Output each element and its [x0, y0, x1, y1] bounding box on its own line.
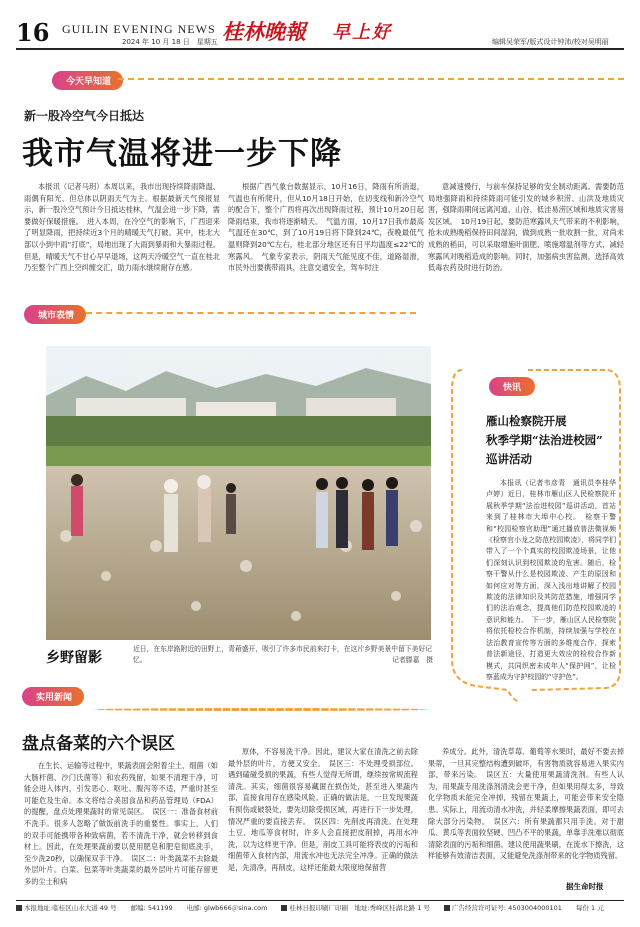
- article-headline: 我市气温将进一步下降: [22, 136, 342, 172]
- footer-postcode: 邮编: 541199: [130, 903, 173, 912]
- column-text: 意减速慢行，与前车保持足够的安全制动距离。需要防范局地强降雨和持续降雨可能引发的城乡积涝、山洪及地质灾害，强降雨期间远离河道、山谷、低洼易涝区域和地质灾害易发区域。 10月19日起，要防范寒露风天气带来的不利影响，抢未成熟晚稻保持田间湿润，做到成熟一批收割一批，对尚未成熟的稻田，可以采取增施叶面肥、喷施增温剂等方式，减轻寒露风对晚稻造成的影响。同时，加强病虫害监测，选择高效低毒农药及时进行防治。: [428, 182, 624, 273]
- caption-text: 近日，在东岸路附近的田野上，青葙盛开，吸引了许多市民前来打卡，在这片乡野美景中留下美好记忆。: [133, 645, 433, 664]
- article3-credit: 据生命时报: [566, 882, 604, 891]
- article3-column-3: [428, 746, 624, 882]
- article-column-1: [24, 181, 220, 297]
- footer-printer: [281, 903, 429, 912]
- section-divider: [86, 312, 416, 314]
- section-tag-useful: 实用新闻: [22, 687, 84, 706]
- footer-printer-text: 桂林日报印刷厂印刷 地址:秀峰区桂湖北路 1 号: [289, 903, 430, 912]
- footer-bar: [16, 900, 624, 913]
- photo-title: 乡野留影: [46, 650, 102, 666]
- headline-line: 雁山检察院开展: [486, 414, 567, 428]
- sidebar-headline: [486, 412, 618, 469]
- field-photo: [46, 346, 431, 640]
- section-tag-city: 城市表情: [24, 305, 86, 324]
- square-icon: [16, 905, 22, 911]
- footer-license-text: 广告经营许可证号: 4503004000101: [451, 903, 562, 912]
- article3-column-1: [24, 760, 218, 895]
- page-number: 16: [16, 18, 50, 47]
- column-text: 根据广西气象台数据显示，10月16日，降雨有所消退，气温也有所爬升，但从10月18日开始，在切变线和新冷空气的配合下，整个广西将再次出现降雨过程，预计10月20日起降雨结束，我市将逐渐晴天。 气温方面，10月17日我市最高气温还在30℃，到了10月19日将下降到24℃，夜晚最低气温则降到20℃左右，桂北部分地区还有日平均温度≤22℃的寒露风。 气象专家表示，阴雨天气能见度不佳，道路湿滑，市民外出要携带雨具，注意交通安全，驾车时注: [228, 182, 424, 273]
- issue-date: 2024 年 10 月 18 日 星期五: [122, 38, 218, 46]
- section-divider: [92, 708, 428, 711]
- masthead-rule: [16, 48, 624, 50]
- footer-license: [444, 903, 562, 912]
- photo-caption: [133, 644, 433, 666]
- headline-line: 秋季学期“法治进校园”: [486, 433, 603, 447]
- square-icon: [444, 905, 450, 911]
- sidebar-tag: 快讯: [489, 377, 535, 396]
- editor-credits: 编辑吴荣军/版式设计钟沛/校对吴明丽: [492, 38, 609, 46]
- section-tag-today: 今天早知道: [52, 71, 123, 90]
- photo-credit: 记者滕嘉 摄: [392, 656, 433, 664]
- footer-address: [16, 903, 117, 912]
- column-text: 本报讯（记者韦彦青 通讯员李桂华 卢婷）近日，桂林市雁山区人民检察院开展秋季学期“法治进校园”巡讲活动，首站来到了桂林市大埠中心校。 检察干警和“校园检察官助理”通过播放普法微视频《检察官小龙之防范校园欺凌》，将同学们带入了一个个真实的校园欺凌场景，让他们深刻认识到校园欺凌的危害。随后，检察干警从什么是校园欺凌、产生的原因和如何应对等方面，深入浅出地讲解了校园欺凌的法律知识及其防范措施，增强同学们的法治观念，提高他们防范校园欺凌的意识和能力。 下一步，雁山区人民检察院将依托检校合作机制，持续加强与学校在法治教育宣传等方面的多维度合作，探索普法新途径，打造更大效应的检校合作新模式，共同织密未成年人“保护网”，让检察蓝成为守护校园的“守护色”。: [486, 479, 623, 681]
- article-headline-3: 盘点备菜的六个误区: [22, 734, 175, 754]
- footer-address-text: 本报地址:临桂区山水大道 49 号: [24, 903, 117, 912]
- column-text: 原体，不容易洗干净。因此，建议大家在清洗之前去除最外层的叶片，方便又安全。 误区三：不处理受损部位。遇到磕碰受损的果蔬，有些人觉得无所谓，继续按常规流程清洗。其实，细菌很容易藏匿在损伤处，甚至进入果蔬内部，直接食用存在感染风险。正确的做法是，一旦发现果蔬有损伤或破裂处，要先切除受损区域，再进行下一步处理，情况严重的要直接丢弃。 误区四：先削皮再清洗。在处理土豆、地瓜等食材时，许多人会直接把皮削掉，再用水冲洗，以为这样更干净。但是，削皮工具可能将表皮的污垢和细菌带入食材内部，用流水冲也无法完全冲净。正确的做法是，先清净，再削皮，这样还能最大限度地保留营: [228, 747, 418, 872]
- square-icon: [281, 905, 287, 911]
- footer-price: 每份 1 元: [575, 903, 604, 912]
- sidebar-body: [486, 478, 623, 683]
- paper-logo: 桂林晚報: [222, 19, 306, 44]
- headline-line: 巡讲活动: [486, 452, 532, 466]
- footer-email: 电邮: glwb666＠sina.com: [186, 903, 268, 912]
- article-column-3: [428, 181, 624, 297]
- article3-column-2: [228, 746, 418, 895]
- article-kicker: 新一股冷空气今日抵达: [24, 109, 145, 123]
- column-text: 养成分。此外，清洗草莓、葡萄等水果时，最好不要去掉果蒂，一旦其完整结构遭到破坏，有害物质就容易进入果实内部，带来污染。 误区五：大量使用果蔬清洗剂。有些人认为，用果蔬专用洗涤剂清洗会更干净，但如果用得太多，导致化学物质未能完全冲掉，残留在果蔬上，可能会带来安全隐患。实际上，用流动清水冲洗，并轻柔摩擦果蔬表面，即可去除大部分污染物。 误区六：所有果蔬都只用手洗。对于甜瓜、黄瓜等表面较坚硬、凹凸不平的果蔬，单靠手洗难以彻底清除表面的污垢和细菌。建议使用蔬果刷，在流水下擦洗，这样能够有效清洁表面，又能避免洗涤剂带来的化学物质残留。: [428, 747, 624, 861]
- article-column-2: [228, 181, 424, 297]
- paper-name-english: GUILIN EVENING NEWS: [62, 22, 216, 36]
- column-text: 在生长、运输等过程中，果蔬表面会附着尘土、细菌（如大肠杆菌、沙门氏菌等）和农药残留，如果不清理干净，可能会进入体内，引发恶心、呕吐、腹泻等不适，严重时甚至可能危及生命。本文将结合美国食品和药品管理局（FDA）的提醒，盘点处理果蔬时的常见误区。 误区一：准备食材前不洗手。很多人忽略了做饭前洗手的重要性。事实上，人们的双手可能携带各种致病菌，若不清洗干净，就会转移到食材上。因此，在处理果蔬前要以使用肥皂和肥皂彻底洗手，至少洗20秒，以确保双手干净。 误区二：叶类蔬菜不去除最外层叶片。白菜、包菜等叶类蔬菜的最外层叶片可能存留更多的尘土和病: [24, 761, 218, 886]
- column-text: 本报讯（记者马玥）本周以来，我市出现持续降雨降温、雨偶有阳光、但总体以阴雨天气为主。根据最新天气预报显示，新一股冷空气预计今日抵达桂林，气温会进一步下降，需要做好保暖措施。 进入本周，在冷空气的影响下，广西迎来了明显降雨，把持续近3个月的晴暖天气打破。其中，桂北大部以小到中雨“打底”，局地出现了大雨到暴雨和大暴雨过程。但是，晴暖天气不甘心早早退场，这两天冷暖空气一直在桂北乃至整个广西上空纠缠交汇，助力雨水继续耐存在感。: [24, 182, 220, 273]
- section-divider: [118, 78, 624, 80]
- section-banner: 早上好: [332, 22, 392, 43]
